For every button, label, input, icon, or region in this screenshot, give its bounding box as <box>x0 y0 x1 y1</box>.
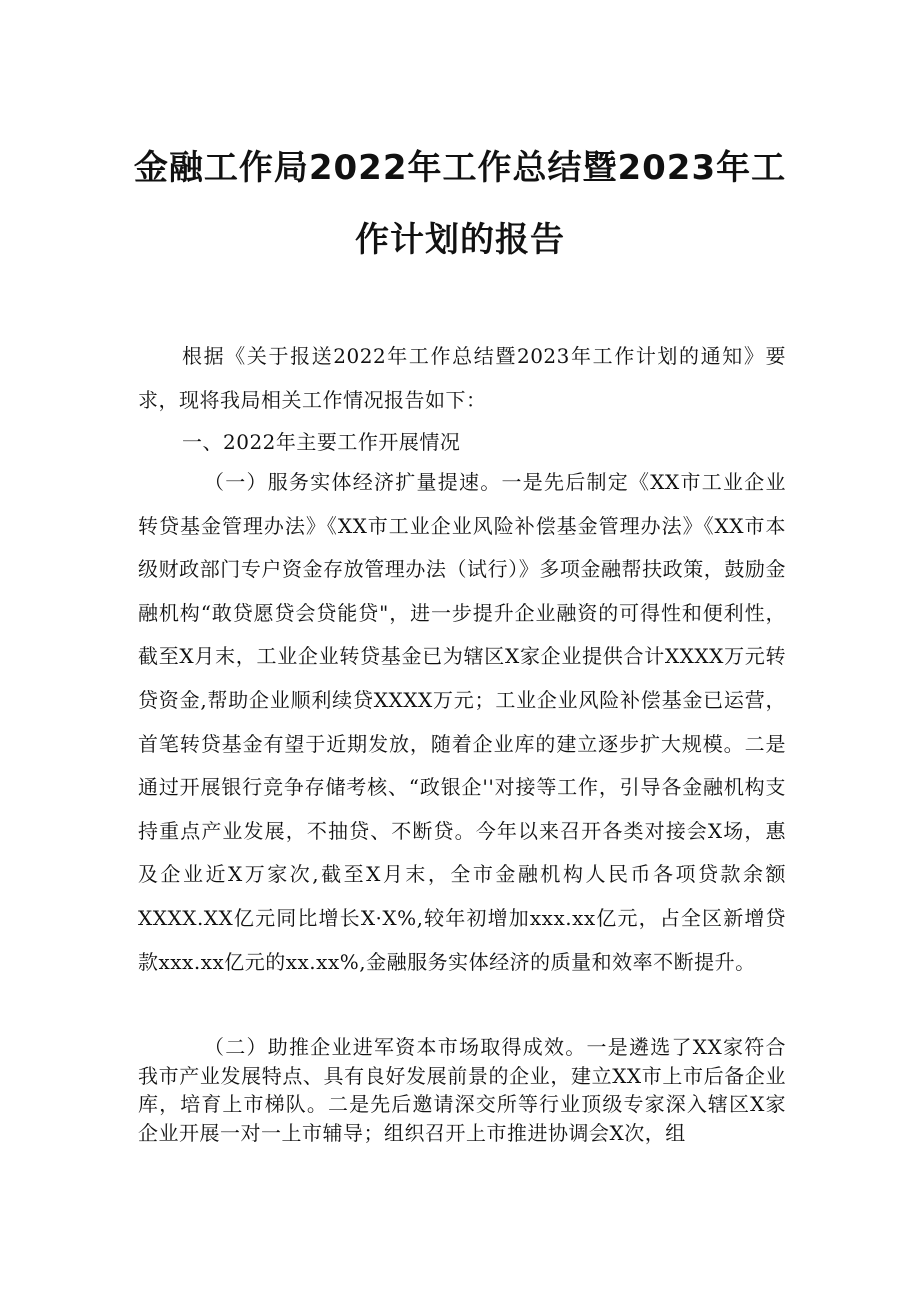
document-title-line-2: 作计划的报告 <box>355 220 565 260</box>
section-2-paragraph: （二）助推企业进军资本市场取得成效。一是遴选了XX家符合我市产业发展特点、具有良好发展前景的企业，建立XX市上市后备企业库，培育上市梯队。二是先后邀请深交所等行业顶级专家深入辖区X家企业开展一对一上市辅导；组织召开上市推进协调会X次，组 <box>138 1035 786 1146</box>
document-title-line-1: 金融工作局2022年工作总结暨2023年工 <box>133 148 787 188</box>
section-1-paragraph: （一）服务实体经济扩量提速。一是先后制定《XX市工业企业转贷基金管理办法》《XX市工业企业风险补偿基金管理办法》《XX市本级财政部门专户资金存放管理办法（试行）》多项金融帮扶政策，鼓励金融机构“敢贷愿贷会贷能贷"，进一步提升企业融资的可得性和便利性，截至X月末，工业企业转贷基金已为辖区X家企业提供合计XXXX万元转贷资金,帮助企业顺利续贷XXXX万元；工业企业风险补偿基金已运营，首笔转贷基金有望于近期发放，随着企业库的建立逐步扩大规模。二是通过开展银行竞争存储考核、“政银企''对接等工作，引导各金融机构支持重点产业发展，不抽贷、不断贷。今年以来召开各类对接会X场，惠及企业近X万家次,截至X月末，全市金融机构人民币各项贷款余额XXXX.XX亿元同比增长X·X%,较年初增加xxx.xx亿元，占全区新增贷款xxx.xx亿元的xx.xx%,金融服务实体经济的质量和效率不断提升。 <box>138 470 786 974</box>
intro-paragraph: 根据《关于报送2022年工作总结暨2023年工作计划的通知》要求，现将我局相关工作情况报告如下： <box>138 344 786 412</box>
section-heading-1: 一、2022年主要工作开展情况 <box>182 430 461 454</box>
